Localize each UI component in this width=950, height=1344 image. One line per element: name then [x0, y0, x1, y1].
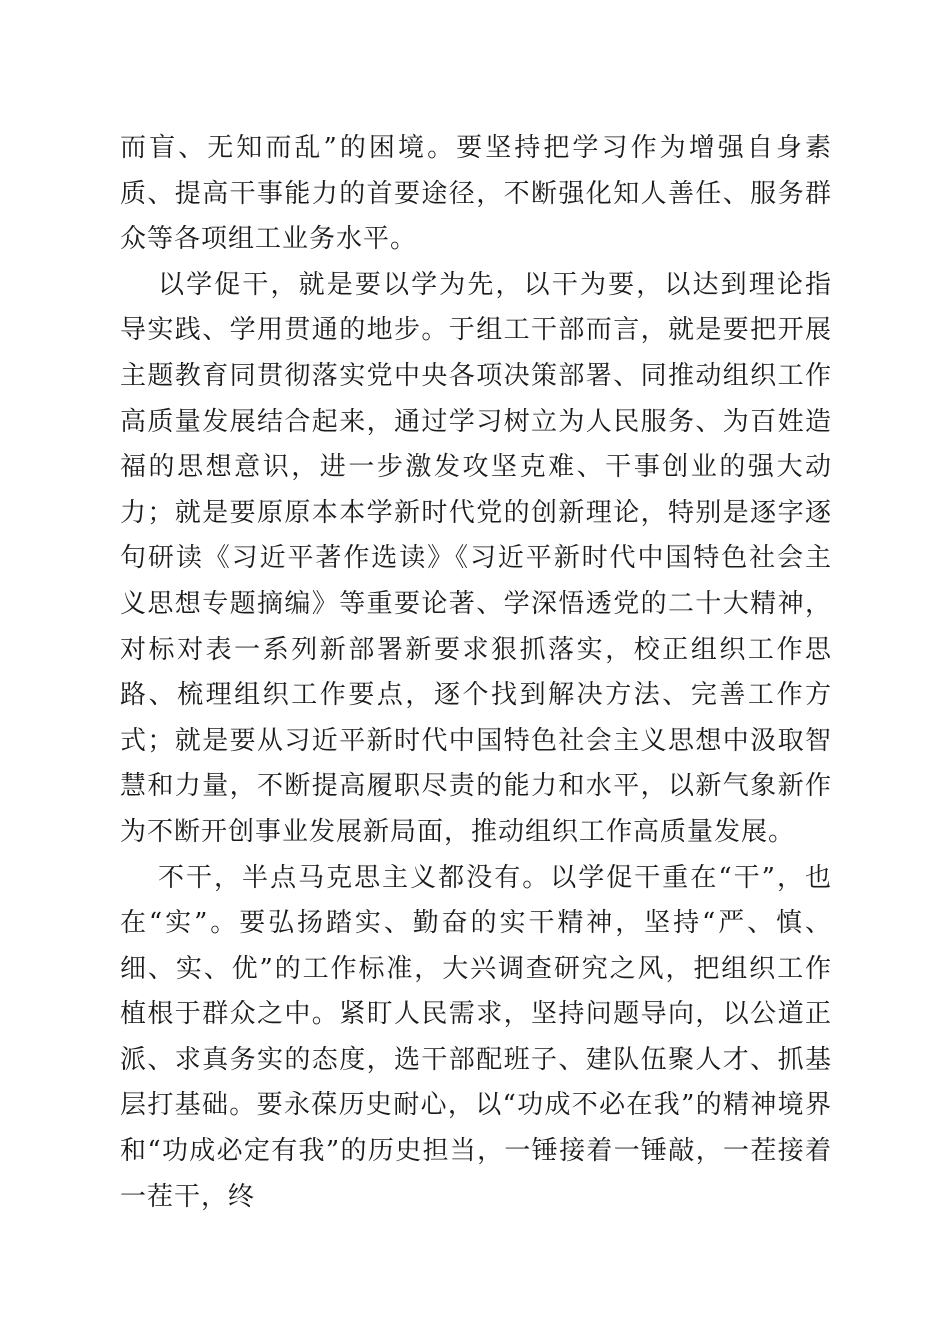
paragraph-study-promotes-work: 以学促干，就是要以学为先，以干为要，以达到理论指导实践、学用贯通的地步。于组工干部而言，就是要把开展主题教育同贯彻落实党中央各项决策部署、同推动组织工作高质量发展结合起来，通过学习树立为人民服务、为百姓造福的思想意识，进一步激发攻坚克难、干事创业的强大动力；就是要原原本本学新时代党的创新理论，特别是逐字逐句研读《习近平著作选读》《习近平新时代中国特色社会主义思想专题摘编》等重要论著、学深悟透党的二十大精神，对标对表一系列新部署新要求狠抓落实，校正组织工作思路、梳理组织工作要点，逐个找到解决方法、完善工作方式；就是要从习近平新时代中国特色社会主义思想中汲取智慧和力量，不断提高履职尽责的能力和水平，以新气象新作为不断开创事业发展新局面，推动组织工作高质量发展。	[120, 269, 832, 847]
document-body	[120, 126, 832, 1220]
paragraph-continuation: 而盲、无知而乱”的困境。要坚持把学习作为增强自身素质、提高干事能力的首要途径，不断强化知人善任、服务群众等各项组工业务水平。	[120, 133, 832, 255]
paragraph-focus-on-doing: 不干，半点马克思主义都没有。以学促干重在“干”，也在“实”。要弘扬踏实、勤奋的实干精神，坚持“严、慎、细、实、优”的工作标准，大兴调查研究之风，把组织工作植根于群众之中。紧盯人民需求，坚持问题导向，以公道正派、求真务实的态度，选干部配班子、建队伍聚人才、抓基层打基础。要永葆历史耐心，以“功成不必在我”的精神境界和“功成必定有我”的历史担当，一锤接着一锤敲，一茬接着一茬干，终	[120, 862, 832, 1212]
